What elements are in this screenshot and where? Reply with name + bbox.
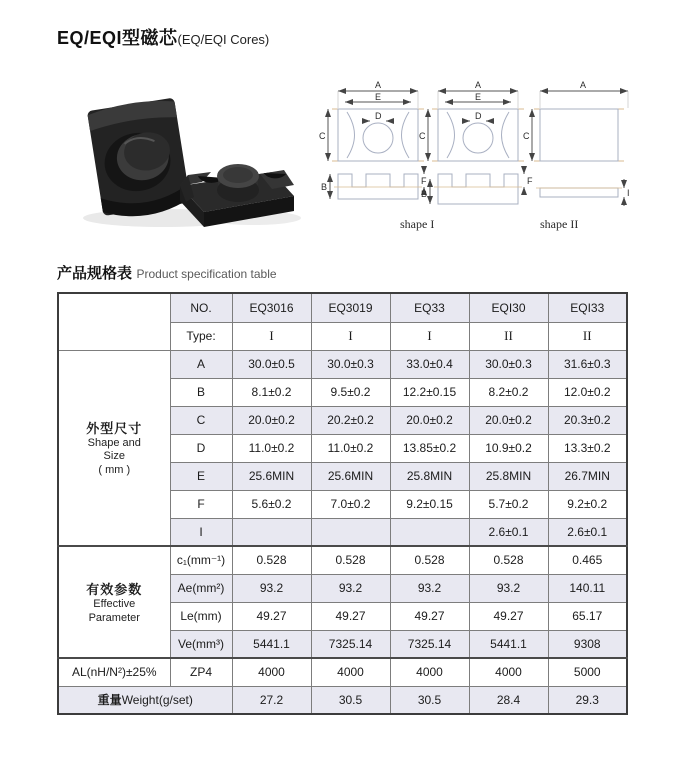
- cell-value: 8.1±0.2: [232, 378, 311, 406]
- header-model-eq3019: EQ3019: [311, 293, 390, 322]
- cell-value: 2.6±0.1: [469, 518, 548, 546]
- cell-value: 93.2: [390, 574, 469, 602]
- cell-value: 8.2±0.2: [469, 378, 548, 406]
- category-effective-en2: Parameter: [88, 611, 140, 624]
- cell-value: 29.3: [548, 686, 627, 714]
- cell-value: 4000: [232, 658, 311, 686]
- type-value: II: [548, 322, 627, 350]
- category-shape-size-zh: 外型尺寸: [86, 420, 143, 436]
- section-heading-zh: 产品规格表: [57, 265, 133, 282]
- cell-value: 20.2±0.2: [311, 406, 390, 434]
- cell-value: 30.5: [390, 686, 469, 714]
- shape2-views: [523, 80, 630, 206]
- cell-value: 30.0±0.3: [469, 350, 548, 378]
- cell-value: 25.8MIN: [390, 462, 469, 490]
- type-label: Type:: [170, 322, 232, 350]
- spec-table: [57, 292, 628, 715]
- param-label: A: [170, 350, 232, 378]
- cell-value: 49.27: [232, 602, 311, 630]
- cell-value: 93.2: [232, 574, 311, 602]
- dim-label-E2: E: [475, 92, 482, 102]
- page-title-en: (EQ/EQI Cores): [177, 32, 270, 47]
- dim-label-D2: D: [475, 111, 482, 121]
- cell-value: 0.528: [311, 546, 390, 574]
- cell-value: 0.528: [469, 546, 548, 574]
- dim-label-D: D: [375, 111, 382, 121]
- category-shape-size: [58, 350, 170, 546]
- header-model-eqi30: EQI30: [469, 293, 548, 322]
- cell-value: [390, 518, 469, 546]
- cell-value: 7325.14: [390, 630, 469, 658]
- cell-value: 20.0±0.2: [232, 406, 311, 434]
- cell-value: 20.0±0.2: [469, 406, 548, 434]
- cell-value: 30.0±0.3: [311, 350, 390, 378]
- cell-value: 13.3±0.2: [548, 434, 627, 462]
- weight-row: [58, 686, 627, 714]
- header-model-eqi33: EQI33: [548, 293, 627, 322]
- weight-label: [58, 686, 232, 714]
- category-shape-size-en1: Shape and: [87, 436, 141, 449]
- cell-value: 65.17: [548, 602, 627, 630]
- type-value: I: [232, 322, 311, 350]
- cell-value: 9.2±0.2: [548, 490, 627, 518]
- cell-value: 9.5±0.2: [311, 378, 390, 406]
- cell-value: 31.6±0.3: [548, 350, 627, 378]
- section-heading-en: Product specification table: [136, 267, 277, 281]
- dim-label-F2: F: [527, 176, 533, 186]
- cell-value: 140.11: [548, 574, 627, 602]
- page-title: [57, 24, 269, 50]
- category-shape-size-en3: ( mm ): [98, 464, 131, 477]
- category-effective-en1: Effective: [93, 597, 136, 610]
- cell-value: 7.0±0.2: [311, 490, 390, 518]
- cell-value: 49.27: [390, 602, 469, 630]
- shape2-label: shape II: [540, 217, 579, 231]
- category-shape-size-en2: Size: [103, 450, 125, 463]
- shape1b-section-view: [421, 166, 533, 204]
- category-effective-parameter: [58, 546, 170, 658]
- cell-value: 0.465: [548, 546, 627, 574]
- shape1-front-view: [319, 80, 424, 161]
- al-row: [58, 658, 627, 686]
- cell-value: 9.2±0.15: [390, 490, 469, 518]
- dim-label-B: B: [321, 182, 328, 192]
- cell-value: 12.2±0.15: [390, 378, 469, 406]
- table-header-row: [58, 293, 627, 322]
- shape1b-front-view: [419, 80, 524, 161]
- dimension-diagram: [318, 78, 638, 240]
- param-label: F: [170, 490, 232, 518]
- cell-value: 0.528: [232, 546, 311, 574]
- cell-value: 10.9±0.2: [469, 434, 548, 462]
- type-value: I: [311, 322, 390, 350]
- cell-value: 5000: [548, 658, 627, 686]
- param-label: c₁(mm⁻¹): [170, 546, 232, 574]
- cell-value: 5441.1: [232, 630, 311, 658]
- cell-value: 11.0±0.2: [232, 434, 311, 462]
- header-no-label: NO.: [170, 293, 232, 322]
- cell-value: 27.2: [232, 686, 311, 714]
- product-photo: [68, 90, 303, 235]
- cell-value: 30.0±0.5: [232, 350, 311, 378]
- shape1-section-view: [321, 166, 427, 199]
- param-label: E: [170, 462, 232, 490]
- param-label: I: [170, 518, 232, 546]
- core-photo-left: [87, 97, 192, 222]
- dim-label-F: F: [421, 176, 427, 186]
- cell-value: 25.8MIN: [469, 462, 548, 490]
- cell-value: 5.7±0.2: [469, 490, 548, 518]
- cell-value: 28.4: [469, 686, 548, 714]
- header-model-eq33: EQ33: [390, 293, 469, 322]
- weight-label-zh: 重量: [97, 693, 122, 708]
- param-label: Ve(mm³): [170, 630, 232, 658]
- param-row-c1: [58, 546, 627, 574]
- cell-value: 20.0±0.2: [390, 406, 469, 434]
- cell-value: 33.0±0.4: [390, 350, 469, 378]
- dim-label-A3: A: [580, 80, 587, 90]
- param-label: D: [170, 434, 232, 462]
- cell-value: 4000: [311, 658, 390, 686]
- cell-value: 49.27: [311, 602, 390, 630]
- dim-label-C2: C: [419, 131, 426, 141]
- param-label: B: [170, 378, 232, 406]
- header-model-eq3016: EQ3016: [232, 293, 311, 322]
- cell-value: 11.0±0.2: [311, 434, 390, 462]
- cell-value: 25.6MIN: [232, 462, 311, 490]
- cell-value: 5.6±0.2: [232, 490, 311, 518]
- cell-value: 0.528: [390, 546, 469, 574]
- dim-label-A2: A: [475, 80, 482, 90]
- dim-label-A: A: [375, 80, 382, 90]
- dim-row-A: [58, 350, 627, 378]
- section-heading: [57, 262, 277, 283]
- cell-value: 30.5: [311, 686, 390, 714]
- param-label: C: [170, 406, 232, 434]
- dim-label-I: I: [627, 188, 630, 198]
- cell-value: 9308: [548, 630, 627, 658]
- dim-label-C: C: [319, 131, 326, 141]
- cell-value: 5441.1: [469, 630, 548, 658]
- al-label: AL(nH/N²)±25%: [58, 658, 170, 686]
- param-label: Le(mm): [170, 602, 232, 630]
- weight-label-en: Weight(g/set): [121, 693, 193, 708]
- cell-value: 12.0±0.2: [548, 378, 627, 406]
- cell-value: [232, 518, 311, 546]
- al-material: ZP4: [170, 658, 232, 686]
- cell-value: 13.85±0.2: [390, 434, 469, 462]
- cell-value: 20.3±0.2: [548, 406, 627, 434]
- cell-value: 93.2: [311, 574, 390, 602]
- cell-value: 7325.14: [311, 630, 390, 658]
- type-value: I: [390, 322, 469, 350]
- cell-value: 49.27: [469, 602, 548, 630]
- dim-label-E: E: [375, 92, 382, 102]
- cell-value: 25.6MIN: [311, 462, 390, 490]
- page-title-zh: EQ/EQI型磁芯: [57, 28, 178, 48]
- header-blank-cell: [58, 293, 170, 350]
- category-effective-zh: 有效参数: [86, 581, 143, 597]
- cell-value: 4000: [469, 658, 548, 686]
- cell-value: 4000: [390, 658, 469, 686]
- cell-value: 26.7MIN: [548, 462, 627, 490]
- shape1-label: shape I: [400, 217, 435, 231]
- cell-value: [311, 518, 390, 546]
- cell-value: 2.6±0.1: [548, 518, 627, 546]
- dim-label-B2: B: [421, 189, 428, 199]
- cell-value: 93.2: [469, 574, 548, 602]
- param-label: Ae(mm²): [170, 574, 232, 602]
- dim-label-C3: C: [523, 131, 530, 141]
- type-value: II: [469, 322, 548, 350]
